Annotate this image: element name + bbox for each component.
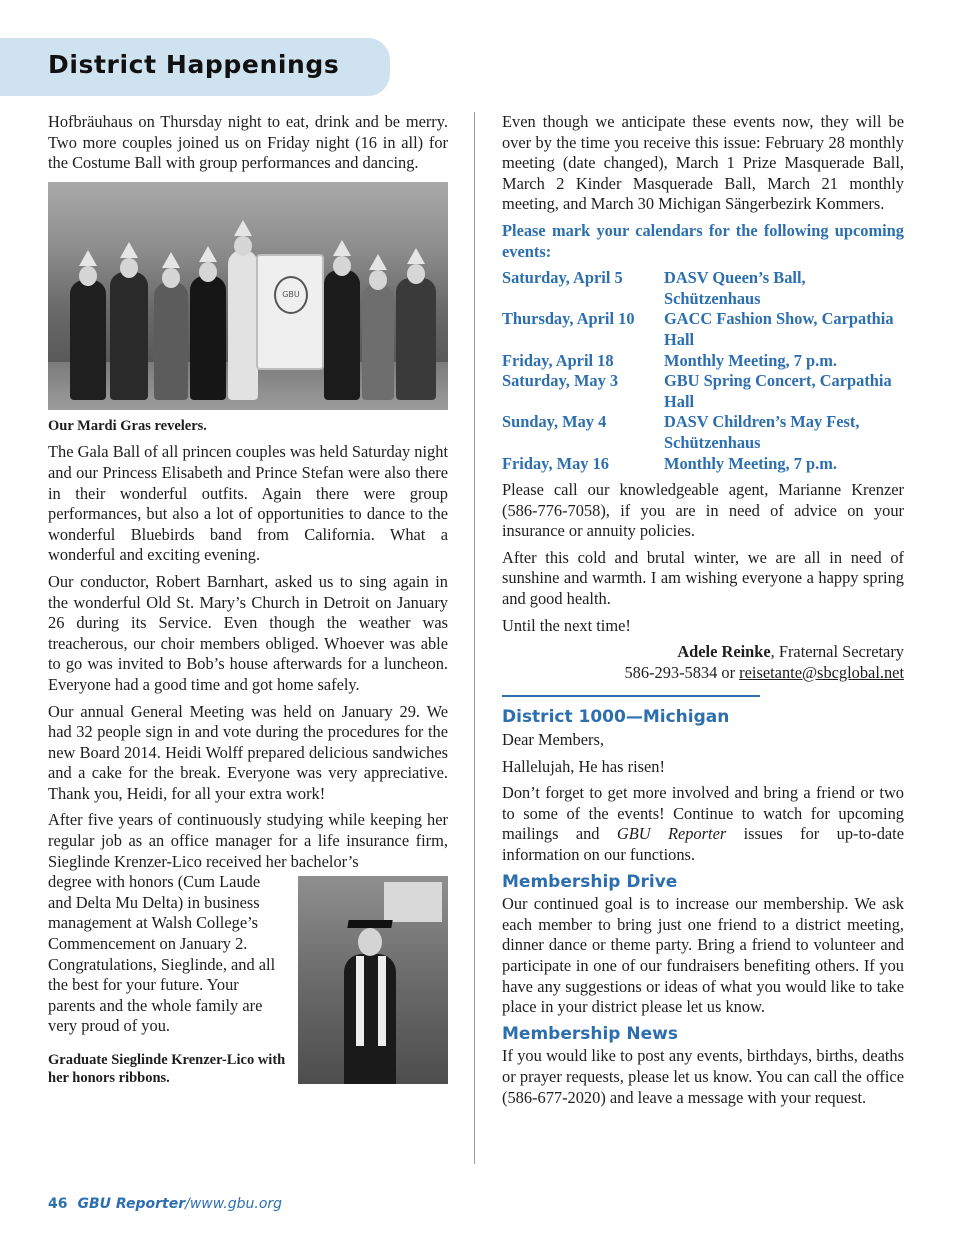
signature-phone: 586-293-5834 or	[624, 662, 740, 682]
mardi-gras-photo	[48, 182, 448, 410]
calendar-row	[502, 268, 904, 309]
paragraph: Hallelujah, He has risen!	[502, 756, 665, 776]
calendar-row	[502, 412, 904, 453]
paragraph: After five years of continuously studying while keeping her regular job as an office manager for a life insurance firm, Sieglinde Krenzer-Lico received her bachelor’s	[48, 810, 448, 871]
event-date: Saturday, May 3	[502, 371, 619, 391]
paragraph: If you would like to post any events, birthdays, births, deaths or prayer requests, please let us know. You can call the office (586-677-2020) and leave a message with your request.	[502, 1046, 904, 1107]
column-divider	[474, 112, 475, 1164]
membership-drive-heading: Membership Drive	[502, 871, 678, 892]
signature	[502, 642, 904, 683]
event-date: Sunday, May 4	[502, 412, 607, 432]
banner-emblem-icon: GBU	[274, 276, 308, 314]
event-name: Monthly Meeting, 7 p.m.	[664, 350, 837, 370]
greeting: Dear Members,	[502, 730, 604, 750]
magazine-title: GBU Reporter	[616, 824, 727, 844]
graduate-photo	[298, 876, 448, 1084]
paragraph: The Gala Ball of all princen couples was held Saturday night and our Princess Elisabeth and Prince Stefan were also there in their wonderful outfits. Again there were group performances, but also a lot of opportunities to dance to the wonderful Bluebirds band from California. What a wonderful and exciting evening.	[48, 442, 448, 565]
event-name: DASV Children’s May Fest, Schützenhaus	[664, 412, 860, 452]
footer-magazine: GBU Reporter	[77, 1196, 186, 1212]
footer-url[interactable]: /www.gbu.org	[185, 1196, 283, 1212]
event-name: GACC Fashion Show, Carpathia Hall	[664, 309, 894, 349]
event-date: Saturday, April 5	[502, 268, 623, 288]
club-banner	[256, 254, 324, 370]
paragraph: After this cold and brutal winter, we are all in need of sunshine and warmth. I am wishing everyone a happy spring and good health.	[502, 547, 904, 609]
event-date: Thursday, April 10	[502, 309, 635, 329]
paragraph: Until the next time!	[502, 615, 631, 635]
event-calendar	[502, 268, 904, 474]
page-number: 46	[48, 1196, 68, 1212]
calendar-row	[502, 371, 904, 412]
calendar-intro: Please mark your calendars for the following upcoming events:	[502, 220, 904, 261]
event-date: Friday, April 18	[502, 350, 614, 370]
paragraph	[502, 783, 904, 865]
event-date: Friday, May 16	[502, 453, 609, 473]
event-name: GBU Spring Concert, Carpathia Hall	[664, 371, 892, 411]
paragraph: Even though we anticipate these events now, they will be over by the time you receive this issue: February 28 monthly meeting (date changed), March 1 Prize Masquerade Ball, March 2 Kinder Masquerade Ball, March 21 monthly meeting, and March 30 Michigan Sängerbezirk Kommers.	[502, 112, 904, 214]
paragraph: Please call our knowledgeable agent, Marianne Krenzer (586-776-7058), if you are in need of advice on your insurance or annuity policies.	[502, 480, 904, 541]
calendar-row	[502, 454, 904, 475]
section-rule	[502, 695, 760, 697]
calendar-row	[502, 351, 904, 372]
event-name: DASV Queen’s Ball, Schützenhaus	[664, 268, 806, 308]
photo-caption: Our Mardi Gras revelers.	[48, 417, 207, 434]
paragraph: Our conductor, Robert Barnhart, asked us to sing again in the wonderful Old St. Mary’s Church in Detroit on January 26 during its Service. Even though the weather was treacherous, our choir members obliged. Whoever was able to go was invited to Bob’s house afterwards for a luncheon. Everyone had a good time and got home safely.	[48, 571, 448, 694]
text-run: issues for up-to-date information on our functions.	[502, 824, 904, 864]
signature-name: Adele Reinke	[677, 642, 771, 662]
calendar-row	[502, 309, 904, 350]
text-run: Don’t forget to get more involved and bring a friend or two to some of the events! Continue to watch for upcoming mailings and	[502, 783, 904, 844]
left-column	[48, 112, 448, 1087]
photo-caption: Graduate Sieglinde Krenzer-Lico with her honors ribbons.	[48, 1052, 286, 1086]
paragraph: degree with honors (Cum Laude and Delta Mu Delta) in business management at Walsh College’s Commencement on January 2. Congratulations, Sieglinde, and all the best for your future. Your parents and the whole family are very proud of you.	[48, 872, 276, 1036]
right-column	[502, 112, 904, 1114]
page-title: District Happenings	[48, 50, 340, 79]
paragraph: Our continued goal is to increase our membership. We ask each member to bring just one friend to a district meeting, dinner dance or theme party. Bring a friend to volunteer and participate in one of our fundraisers benefiting others. If you have any suggestions or ideas of what you would like to take place in your district please let us know.	[502, 894, 904, 1017]
page-footer	[48, 1196, 282, 1212]
membership-news-heading: Membership News	[502, 1023, 678, 1044]
paragraph: Our annual General Meeting was held on January 29. We had 32 people sign in and vote during the procedures for the new Board 2014. Heidi Wolff prepared delicious sandwiches and a cake for the break. Everyone was very appreciative. Thank you, Heidi, for all your extra work!	[48, 701, 448, 803]
paragraph: Hofbräuhaus on Thursday night to eat, drink and be merry. Two more couples joined us on Friday night (16 in all) for the Costume Ball with group performances and dancing.	[48, 112, 448, 173]
signature-title: , Fraternal Secretary	[770, 642, 904, 662]
district-heading: District 1000—Michigan	[502, 707, 730, 728]
graduate-block	[48, 872, 448, 1087]
email-link[interactable]: reisetante@sbcglobal.net	[739, 662, 904, 682]
event-name: Monthly Meeting, 7 p.m.	[664, 453, 837, 473]
